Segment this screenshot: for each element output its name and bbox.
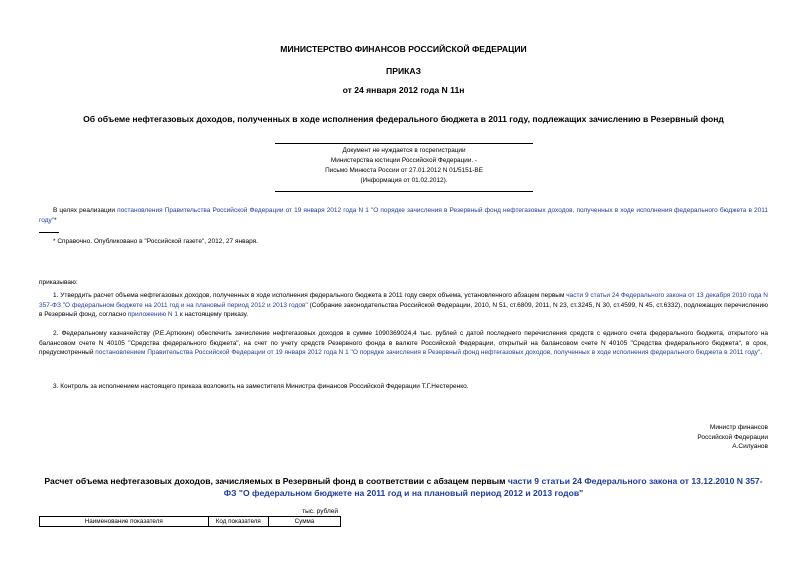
indicator-table bbox=[39, 516, 341, 527]
item1-appendix-link[interactable]: приложению N 1 bbox=[127, 311, 179, 318]
registration-note bbox=[275, 146, 533, 186]
item1-text-b: (Собрание законодательства Российской Федерации, 2010, N 51, ст.6809, 2011, N 23, ст.3245, N 30, ст.4599, N 45, ст.6332), подлежащих перечислению в Резервный фонд, согласно bbox=[39, 301, 769, 318]
signature-name: А.Силуанов bbox=[732, 443, 768, 450]
item1-text-a: 1. Утвердить расчет объема нефтегазовых доходов, полученных в ходе исполнения федерального бюджета в 2011 году сверх объема, установленного абзацем первым bbox=[53, 292, 567, 299]
units-label: тыс. рублей bbox=[302, 508, 338, 515]
appendix-title-text: Расчет объема нефтегазовых доходов, зачисляемых в Резервный фонд в соответствии с абзацем первым bbox=[44, 476, 508, 486]
order-item-3: 3. Контроль за исполнением настоящего приказа возложить на заместителя Министра финансов Российской Федерации Т.Г.Нестеренко. bbox=[53, 383, 469, 390]
signature-position: Министр финансов bbox=[709, 424, 768, 431]
appendix-title bbox=[39, 475, 768, 499]
item1-text-c: к настоящему приказу. bbox=[178, 311, 249, 318]
column-header-name: Наименование показателя bbox=[40, 517, 209, 527]
item2-decree-link[interactable]: постановлением Правительства Российской Федерации от 19 января 2012 года N 1 "О порядке зачисления в Резервный фонд нефтегазовых доходов, полученных в ходе исполнения федерального бюджета в 2011 году" bbox=[95, 349, 761, 356]
footnote-divider bbox=[39, 232, 59, 233]
preamble-text: В целях реализации bbox=[53, 207, 118, 214]
order-item-2 bbox=[39, 329, 768, 358]
prikazyvayu-label: приказываю: bbox=[39, 279, 78, 286]
footnote: * Справочно. Опубликовано в "Российской газете", 2012, 27 января. bbox=[53, 238, 258, 245]
registration-line-2: Министерства юстиции Российской Федерации. - bbox=[330, 157, 478, 164]
date-number: от 24 января 2012 года N 11н bbox=[342, 85, 465, 95]
signature-country: Российской Федерации bbox=[697, 433, 768, 441]
item2-text-a: 2. Федеральному казначейству (Р.Е.Артюхин) обеспечить зачисление нефтегазовых доходов в сумме 1090369024,4 тыс. рублей с датой последнего перечисления средств с единого счета федерального бюджета, открытого на балансовом счете N 40105 "Средства федерального бюджета", на счет по учету средств Резервного фонда в валюте Российской Федерации, открытый на балансовом счете N 40105 "Средства федерального бюджета", в срок, предусмотренный bbox=[39, 330, 768, 356]
divider-bottom bbox=[275, 191, 533, 192]
doc-type-heading: ПРИКАЗ bbox=[386, 66, 421, 76]
appendix-law-link[interactable]: части 9 статьи 24 Федерального закона от 13.12.2010 N 357-ФЗ "О федеральном бюджете на 2011 год и на плановый период 2012 и 2013 годов" bbox=[223, 476, 763, 498]
document-title: Об объеме нефтегазовых доходов, полученных в ходе исполнения федерального бюджета в 2011 году, подлежащих зачислению в Резервный фонд bbox=[83, 114, 724, 124]
registration-line-3: Письмо Минюста России от 27.01.2012 N 01/5151-ВЕ bbox=[325, 167, 483, 174]
preamble-decree-link[interactable]: постановления Правительства Российской Федерации от 19 января 2012 года N 1 "О порядке зачисления в Резервный фонд нефтегазовых доходов, полученных в ходе исполнения федерального бюджета в 2011 году" bbox=[39, 207, 768, 224]
column-header-code: Код показателя bbox=[208, 517, 268, 527]
order-item-1 bbox=[39, 291, 768, 320]
divider-top bbox=[275, 143, 533, 144]
item1-law-link[interactable]: части 9 статьи 24 Федерального закона от 13 декабря 2010 года N 357-ФЗ "О федеральном бюджете на 2011 год и на плановый период 2012 и 2013 годов" bbox=[39, 292, 768, 309]
item2-text-b: . bbox=[760, 349, 762, 356]
ministry-heading: МИНИСТЕРСТВО ФИНАНСОВ РОССИЙСКОЙ ФЕДЕРАЦИИ bbox=[280, 44, 527, 54]
signature-block bbox=[600, 423, 768, 452]
preamble bbox=[39, 206, 768, 225]
registration-line-4: (Информация от 01.02.2012). bbox=[360, 177, 448, 184]
registration-line-1: Документ не нуждается в госрегистрации bbox=[342, 147, 466, 154]
column-header-sum: Сумма bbox=[269, 517, 341, 527]
table-header-row bbox=[40, 517, 341, 527]
footnote-marker: * bbox=[54, 216, 57, 224]
